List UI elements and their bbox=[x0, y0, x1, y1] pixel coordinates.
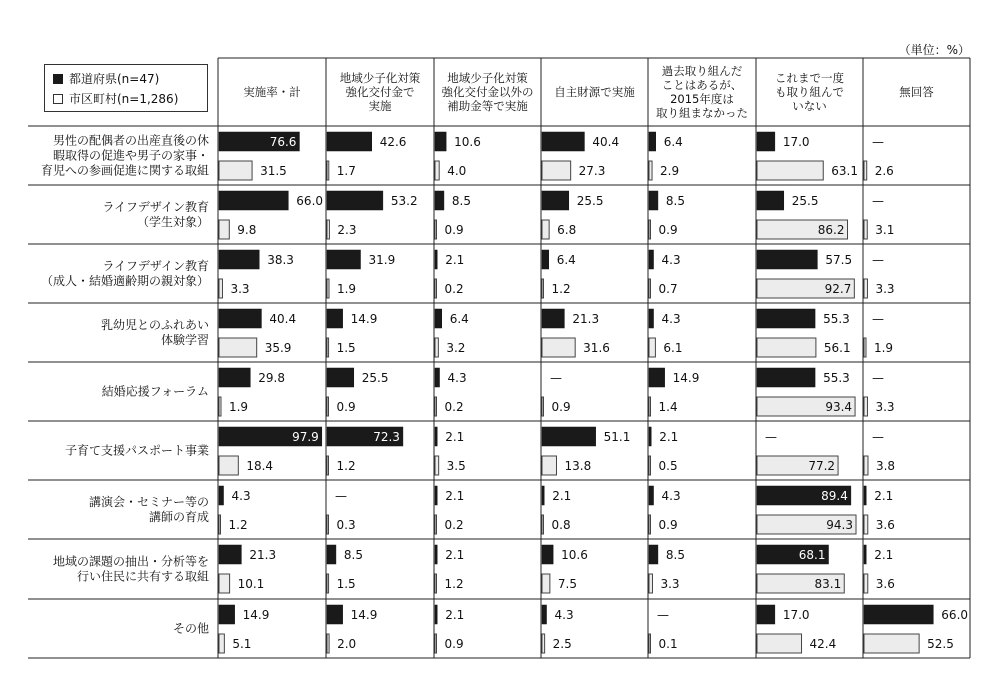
data-label-municipality-3-5: 56.1 bbox=[823, 341, 851, 355]
data-label-municipality-4-6: 3.3 bbox=[875, 400, 895, 414]
bar-municipality-4-3 bbox=[542, 397, 544, 416]
data-label-municipality-7-6: 3.6 bbox=[875, 577, 895, 591]
bar-municipality-8-2 bbox=[435, 634, 437, 653]
unit-label: （単位：%） bbox=[898, 43, 970, 57]
data-label-municipality-0-2: 4.0 bbox=[447, 164, 467, 178]
data-label-municipality-0-3: 27.3 bbox=[578, 164, 606, 178]
bar-municipality-2-0 bbox=[219, 279, 222, 298]
data-label-municipality-7-2: 1.2 bbox=[444, 577, 464, 591]
column-header-4-line-0: 過去取り組んだ bbox=[661, 64, 743, 78]
data-label-prefecture-1-2: 8.5 bbox=[451, 194, 472, 208]
bar-prefecture-3-0 bbox=[219, 309, 261, 328]
bar-municipality-5-4 bbox=[649, 456, 651, 475]
bar-prefecture-3-2 bbox=[435, 309, 442, 328]
data-label-municipality-7-4: 3.3 bbox=[660, 577, 680, 591]
data-label-prefecture-7-1: 8.5 bbox=[343, 548, 364, 562]
data-label-municipality-1-5: 86.2 bbox=[817, 223, 845, 237]
bar-municipality-1-1 bbox=[327, 220, 329, 239]
bar-prefecture-1-3 bbox=[542, 191, 569, 210]
bar-municipality-2-6 bbox=[864, 279, 867, 298]
bar-prefecture-7-4 bbox=[649, 545, 658, 564]
bar-municipality-2-4 bbox=[649, 279, 651, 298]
bar-municipality-6-0 bbox=[219, 515, 221, 534]
bar-prefecture-4-4 bbox=[649, 368, 665, 387]
data-label-prefecture-3-4: 4.3 bbox=[661, 312, 681, 326]
row-label-2-line-0: ライフデザイン教育 bbox=[102, 259, 209, 273]
data-label-prefecture-0-5: 17.0 bbox=[782, 135, 810, 149]
bar-prefecture-8-2 bbox=[435, 605, 437, 624]
bar-municipality-0-3 bbox=[542, 161, 571, 180]
bar-municipality-4-6 bbox=[864, 397, 867, 416]
bar-municipality-0-0 bbox=[219, 161, 252, 180]
data-label-prefecture-5-6: — bbox=[872, 430, 884, 444]
row-label-1-line-1: （学生対象） bbox=[136, 215, 209, 229]
data-label-municipality-2-0: 3.3 bbox=[230, 282, 250, 296]
bar-prefecture-3-1 bbox=[327, 309, 343, 328]
bar-municipality-8-1 bbox=[327, 634, 329, 653]
data-label-municipality-2-5: 92.7 bbox=[824, 282, 852, 296]
data-label-prefecture-0-2: 10.6 bbox=[454, 135, 481, 149]
data-label-prefecture-6-1: — bbox=[335, 489, 347, 503]
bar-prefecture-1-4 bbox=[649, 191, 658, 210]
data-label-municipality-8-0: 5.1 bbox=[232, 637, 252, 651]
bar-municipality-1-6 bbox=[864, 220, 867, 239]
column-header-4-line-2: 2015年度は bbox=[670, 92, 734, 106]
data-label-prefecture-6-3: 2.1 bbox=[552, 489, 572, 503]
data-label-municipality-1-3: 6.8 bbox=[557, 223, 577, 237]
data-label-municipality-0-0: 31.5 bbox=[260, 164, 287, 178]
data-label-municipality-5-6: 3.8 bbox=[875, 459, 896, 473]
data-label-municipality-3-3: 31.6 bbox=[583, 341, 610, 355]
data-label-municipality-6-1: 0.3 bbox=[336, 518, 356, 532]
bar-prefecture-4-1 bbox=[327, 368, 354, 387]
data-label-municipality-1-6: 3.1 bbox=[875, 223, 895, 237]
data-label-municipality-2-6: 3.3 bbox=[875, 282, 895, 296]
data-label-prefecture-8-5: 17.0 bbox=[782, 608, 810, 622]
data-label-prefecture-8-2: 2.1 bbox=[445, 608, 465, 622]
row-label-2-line-1: （成人・結婚適齢期の親対象） bbox=[40, 274, 209, 288]
data-label-municipality-2-3: 1.2 bbox=[551, 282, 571, 296]
data-label-municipality-6-3: 0.8 bbox=[551, 518, 571, 532]
bar-prefecture-7-3 bbox=[542, 545, 553, 564]
bar-municipality-3-4 bbox=[649, 338, 655, 357]
bar-municipality-6-3 bbox=[542, 515, 544, 534]
data-label-municipality-1-4: 0.9 bbox=[658, 223, 678, 237]
data-label-municipality-3-0: 35.9 bbox=[264, 341, 292, 355]
bar-municipality-7-3 bbox=[542, 574, 550, 593]
bar-municipality-5-3 bbox=[542, 456, 556, 475]
data-label-municipality-2-2: 0.2 bbox=[444, 282, 464, 296]
data-label-prefecture-0-3: 40.4 bbox=[592, 135, 620, 149]
data-label-municipality-7-1: 1.5 bbox=[336, 577, 356, 591]
data-label-prefecture-4-5: 55.3 bbox=[823, 371, 850, 385]
bar-prefecture-2-5 bbox=[757, 250, 817, 269]
bar-municipality-1-4 bbox=[649, 220, 651, 239]
bar-prefecture-0-3 bbox=[542, 132, 584, 151]
row-label-6-line-0: 講演会・セミナー等の bbox=[88, 495, 209, 509]
bar-prefecture-7-2 bbox=[435, 545, 437, 564]
data-label-prefecture-5-5: — bbox=[765, 430, 777, 444]
data-label-prefecture-2-3: 6.4 bbox=[556, 253, 576, 267]
bar-prefecture-6-6 bbox=[864, 486, 866, 505]
bar-municipality-0-1 bbox=[327, 161, 329, 180]
data-label-municipality-0-5: 63.1 bbox=[831, 164, 858, 178]
data-label-prefecture-0-4: 6.4 bbox=[663, 135, 683, 149]
data-label-municipality-4-1: 0.9 bbox=[336, 400, 356, 414]
bar-prefecture-5-3 bbox=[542, 427, 596, 446]
data-label-prefecture-8-4: — bbox=[657, 608, 669, 622]
column-header-2-line-0: 地域少子化対策 bbox=[447, 71, 528, 85]
data-label-prefecture-2-5: 57.5 bbox=[825, 253, 853, 267]
data-label-prefecture-6-6: 2.1 bbox=[874, 489, 894, 503]
data-label-prefecture-2-6: — bbox=[872, 253, 884, 267]
data-label-municipality-8-4: 0.1 bbox=[658, 637, 678, 651]
data-label-prefecture-1-5: 25.5 bbox=[791, 194, 819, 208]
data-label-municipality-6-2: 0.2 bbox=[444, 518, 464, 532]
row-label-3-line-1: 体験学習 bbox=[160, 333, 209, 347]
data-label-municipality-6-4: 0.9 bbox=[658, 518, 678, 532]
bar-municipality-4-0 bbox=[219, 397, 221, 416]
data-label-municipality-6-5: 94.3 bbox=[826, 518, 854, 532]
column-header-2-line-1: 強化交付金以外の bbox=[441, 85, 534, 99]
data-label-prefecture-3-3: 21.3 bbox=[572, 312, 600, 326]
data-label-prefecture-1-6: — bbox=[872, 194, 884, 208]
bar-municipality-3-1 bbox=[327, 338, 329, 357]
bar-prefecture-8-5 bbox=[757, 605, 775, 624]
data-label-prefecture-5-2: 2.1 bbox=[445, 430, 465, 444]
data-label-prefecture-3-6: — bbox=[872, 312, 884, 326]
data-label-municipality-8-6: 52.5 bbox=[927, 637, 954, 651]
data-label-municipality-8-5: 42.4 bbox=[809, 637, 837, 651]
data-label-prefecture-1-4: 8.5 bbox=[665, 194, 686, 208]
data-label-municipality-3-1: 1.5 bbox=[336, 341, 356, 355]
data-label-prefecture-3-2: 6.4 bbox=[449, 312, 469, 326]
bar-prefecture-8-3 bbox=[542, 605, 547, 624]
bar-prefecture-1-5 bbox=[757, 191, 784, 210]
bar-municipality-1-0 bbox=[219, 220, 229, 239]
data-label-municipality-7-0: 10.1 bbox=[237, 577, 265, 591]
row-label-3-line-0: 乳幼児とのふれあい bbox=[100, 318, 209, 332]
data-label-prefecture-5-3: 51.1 bbox=[603, 430, 631, 444]
column-header-2-line-2: 補助金等で実施 bbox=[447, 99, 528, 113]
bar-municipality-0-4 bbox=[649, 161, 652, 180]
bar-prefecture-2-1 bbox=[327, 250, 360, 269]
data-label-prefecture-4-3: — bbox=[550, 371, 562, 385]
data-label-prefecture-5-0: 97.9 bbox=[292, 430, 319, 444]
row-label-4-line-0: 結婚応援フォーラム bbox=[101, 384, 209, 399]
bar-prefecture-6-3 bbox=[542, 486, 544, 505]
data-label-municipality-5-2: 3.5 bbox=[446, 459, 466, 473]
bar-municipality-7-2 bbox=[435, 574, 437, 593]
data-label-prefecture-7-2: 2.1 bbox=[445, 548, 465, 562]
bar-municipality-7-6 bbox=[864, 574, 868, 593]
data-label-prefecture-3-1: 14.9 bbox=[350, 312, 378, 326]
bar-municipality-0-6 bbox=[864, 161, 867, 180]
column-header-4-line-1: ことはあるが、 bbox=[661, 78, 743, 92]
data-label-municipality-1-1: 2.3 bbox=[337, 223, 357, 237]
column-header-1-line-1: 強化交付金で bbox=[345, 85, 415, 99]
data-label-municipality-1-0: 9.8 bbox=[237, 223, 257, 237]
row-label-8-line-0: その他 bbox=[172, 621, 209, 636]
legend-label-municipality: 市区町村(n=1,286) bbox=[69, 92, 179, 106]
bar-prefecture-7-1 bbox=[327, 545, 336, 564]
data-label-municipality-3-2: 3.2 bbox=[446, 341, 466, 355]
data-label-prefecture-7-4: 8.5 bbox=[665, 548, 686, 562]
bar-prefecture-8-1 bbox=[327, 605, 343, 624]
bar-prefecture-2-2 bbox=[435, 250, 437, 269]
bar-prefecture-0-1 bbox=[327, 132, 372, 151]
data-label-prefecture-6-2: 2.1 bbox=[445, 489, 465, 503]
bar-prefecture-7-0 bbox=[219, 545, 241, 564]
column-header-0-line-0: 実施率・計 bbox=[243, 85, 301, 99]
bar-prefecture-4-0 bbox=[219, 368, 250, 387]
data-label-prefecture-3-5: 55.3 bbox=[823, 312, 850, 326]
bar-municipality-3-3 bbox=[542, 338, 575, 357]
data-label-prefecture-0-1: 42.6 bbox=[379, 135, 407, 149]
bar-municipality-8-6 bbox=[864, 634, 919, 653]
bar-prefecture-7-6 bbox=[864, 545, 866, 564]
data-label-prefecture-4-0: 29.8 bbox=[258, 371, 286, 385]
data-label-prefecture-8-1: 14.9 bbox=[350, 608, 378, 622]
data-label-prefecture-6-0: 4.3 bbox=[231, 489, 251, 503]
data-label-prefecture-5-1: 72.3 bbox=[373, 430, 400, 444]
data-label-prefecture-2-0: 38.3 bbox=[267, 253, 294, 267]
data-label-prefecture-8-6: 66.0 bbox=[941, 608, 969, 622]
column-header-1-line-0: 地域少子化対策 bbox=[339, 71, 421, 85]
bar-municipality-2-3 bbox=[542, 279, 544, 298]
data-label-municipality-3-4: 6.1 bbox=[663, 341, 683, 355]
bar-prefecture-4-5 bbox=[757, 368, 815, 387]
data-label-municipality-5-1: 1.2 bbox=[336, 459, 356, 473]
bar-prefecture-0-4 bbox=[649, 132, 656, 151]
bar-prefecture-2-3 bbox=[542, 250, 549, 269]
data-label-municipality-4-2: 0.2 bbox=[444, 400, 464, 414]
bar-prefecture-0-2 bbox=[435, 132, 446, 151]
bar-prefecture-3-3 bbox=[542, 309, 564, 328]
bar-prefecture-3-5 bbox=[757, 309, 815, 328]
bar-prefecture-6-2 bbox=[435, 486, 437, 505]
bar-municipality-5-2 bbox=[435, 456, 439, 475]
data-label-prefecture-1-0: 66.0 bbox=[296, 194, 324, 208]
bar-municipality-6-2 bbox=[435, 515, 437, 534]
data-label-prefecture-7-3: 10.6 bbox=[561, 548, 588, 562]
bar-municipality-7-4 bbox=[649, 574, 652, 593]
data-label-prefecture-1-1: 53.2 bbox=[390, 194, 418, 208]
bar-prefecture-2-0 bbox=[219, 250, 259, 269]
row-label-6-line-1: 講師の育成 bbox=[148, 510, 209, 524]
data-label-municipality-2-4: 0.7 bbox=[658, 282, 678, 296]
column-header-4-line-3: 取り組まなかった bbox=[656, 106, 748, 120]
bar-municipality-8-4 bbox=[649, 634, 651, 653]
data-label-prefecture-0-0: 76.6 bbox=[269, 135, 297, 149]
data-label-prefecture-2-1: 31.9 bbox=[368, 253, 396, 267]
bar-prefecture-6-4 bbox=[649, 486, 654, 505]
data-label-prefecture-8-0: 14.9 bbox=[242, 608, 270, 622]
data-label-municipality-3-6: 1.9 bbox=[873, 341, 894, 355]
data-label-prefecture-2-2: 2.1 bbox=[445, 253, 465, 267]
bar-prefecture-1-0 bbox=[219, 191, 288, 210]
data-label-prefecture-5-4: 2.1 bbox=[659, 430, 679, 444]
bar-municipality-5-1 bbox=[327, 456, 329, 475]
data-label-municipality-5-4: 0.5 bbox=[658, 459, 678, 473]
data-label-municipality-4-3: 0.9 bbox=[551, 400, 571, 414]
row-label-7-line-1: 行い住民に共有する取組 bbox=[76, 569, 209, 584]
bar-municipality-0-5 bbox=[757, 161, 823, 180]
bar-municipality-1-3 bbox=[542, 220, 549, 239]
data-label-municipality-8-3: 2.5 bbox=[552, 637, 572, 651]
data-label-prefecture-2-4: 4.3 bbox=[661, 253, 681, 267]
row-label-1-line-0: ライフデザイン教育 bbox=[102, 200, 209, 214]
bar-municipality-2-1 bbox=[327, 279, 329, 298]
bar-municipality-6-4 bbox=[649, 515, 651, 534]
data-label-municipality-4-0: 1.9 bbox=[228, 400, 249, 414]
data-label-prefecture-7-6: 2.1 bbox=[874, 548, 894, 562]
row-label-0-line-1: 暇取得の促進や男子の家事・ bbox=[52, 148, 209, 163]
bar-municipality-5-0 bbox=[219, 456, 238, 475]
bar-municipality-3-6 bbox=[864, 338, 866, 357]
bar-municipality-4-1 bbox=[327, 397, 329, 416]
bar-municipality-7-0 bbox=[219, 574, 230, 593]
bar-municipality-3-0 bbox=[219, 338, 257, 357]
bar-prefecture-3-4 bbox=[649, 309, 654, 328]
data-label-prefecture-8-3: 4.3 bbox=[554, 608, 574, 622]
bar-prefecture-4-2 bbox=[435, 368, 440, 387]
row-label-5-line-0: 子育て支援パスポート事業 bbox=[64, 443, 209, 458]
data-label-municipality-0-1: 1.7 bbox=[336, 164, 356, 178]
data-label-prefecture-4-4: 14.9 bbox=[672, 371, 700, 385]
data-label-municipality-6-0: 1.2 bbox=[228, 518, 248, 532]
data-label-municipality-8-1: 2.0 bbox=[337, 637, 357, 651]
data-label-prefecture-6-4: 4.3 bbox=[661, 489, 681, 503]
data-label-municipality-5-5: 77.2 bbox=[808, 459, 836, 473]
bar-prefecture-6-0 bbox=[219, 486, 224, 505]
bar-municipality-3-2 bbox=[435, 338, 438, 357]
bar-municipality-8-0 bbox=[219, 634, 224, 653]
data-label-prefecture-4-2: 4.3 bbox=[447, 371, 467, 385]
bar-prefecture-8-0 bbox=[219, 605, 235, 624]
bar-municipality-8-5 bbox=[757, 634, 802, 653]
data-label-municipality-4-4: 1.4 bbox=[658, 400, 678, 414]
bar-municipality-4-4 bbox=[649, 397, 651, 416]
column-header-1-line-2: 実施 bbox=[368, 99, 392, 113]
legend-label-prefecture: 都道府県(n=47) bbox=[69, 72, 160, 86]
bar-municipality-7-1 bbox=[327, 574, 329, 593]
bar-municipality-5-6 bbox=[864, 456, 868, 475]
bar-prefecture-5-4 bbox=[649, 427, 651, 446]
row-label-0-line-2: 育児への参画促進に関する取組 bbox=[40, 163, 209, 178]
data-label-prefecture-7-0: 21.3 bbox=[249, 548, 277, 562]
bar-prefecture-1-2 bbox=[435, 191, 444, 210]
data-label-municipality-1-2: 0.9 bbox=[444, 223, 464, 237]
bar-municipality-6-6 bbox=[864, 515, 868, 534]
bar-municipality-1-2 bbox=[435, 220, 437, 239]
bar-prefecture-0-5 bbox=[757, 132, 775, 151]
data-label-municipality-4-5: 93.4 bbox=[825, 400, 853, 414]
column-header-3-line-0: 自主財源で実施 bbox=[554, 85, 635, 99]
data-label-prefecture-3-0: 40.4 bbox=[269, 312, 297, 326]
row-label-7-line-0: 地域の課題の抽出・分析等を bbox=[52, 554, 209, 569]
bar-prefecture-8-6 bbox=[864, 605, 933, 624]
bar-prefecture-2-4 bbox=[649, 250, 654, 269]
data-label-prefecture-7-5: 68.1 bbox=[798, 548, 826, 562]
bar-prefecture-5-2 bbox=[435, 427, 437, 446]
data-label-prefecture-1-3: 25.5 bbox=[576, 194, 604, 208]
data-label-prefecture-6-5: 89.4 bbox=[821, 489, 848, 503]
data-label-prefecture-4-6: — bbox=[872, 371, 884, 385]
data-label-municipality-5-0: 18.4 bbox=[246, 459, 274, 473]
bar-prefecture-1-1 bbox=[327, 191, 383, 210]
data-label-municipality-6-6: 3.6 bbox=[875, 518, 895, 532]
bar-municipality-0-2 bbox=[435, 161, 439, 180]
bar-municipality-3-5 bbox=[757, 338, 816, 357]
bar-municipality-2-2 bbox=[435, 279, 437, 298]
column-header-5-line-1: も取り組んで bbox=[775, 85, 844, 99]
bar-municipality-8-3 bbox=[542, 634, 545, 653]
row-label-0-line-0: 男性の配偶者の出産直後の休 bbox=[52, 133, 209, 148]
bar-municipality-6-1 bbox=[327, 515, 329, 534]
data-label-municipality-7-5: 83.1 bbox=[814, 577, 842, 591]
column-header-5-line-0: これまで一度 bbox=[775, 71, 844, 85]
data-label-municipality-2-1: 1.9 bbox=[336, 282, 357, 296]
data-label-municipality-8-2: 0.9 bbox=[444, 637, 464, 651]
column-header-5-line-2: いない bbox=[792, 99, 827, 113]
data-label-prefecture-4-1: 25.5 bbox=[361, 371, 389, 385]
data-label-municipality-0-6: 2.6 bbox=[874, 164, 894, 178]
data-label-municipality-7-3: 7.5 bbox=[557, 577, 577, 591]
bar-municipality-4-2 bbox=[435, 397, 437, 416]
column-header-6-line-0: 無回答 bbox=[899, 85, 934, 99]
data-label-municipality-5-3: 13.8 bbox=[564, 459, 592, 473]
data-label-prefecture-0-6: — bbox=[872, 135, 884, 149]
data-label-municipality-0-4: 2.9 bbox=[660, 164, 680, 178]
